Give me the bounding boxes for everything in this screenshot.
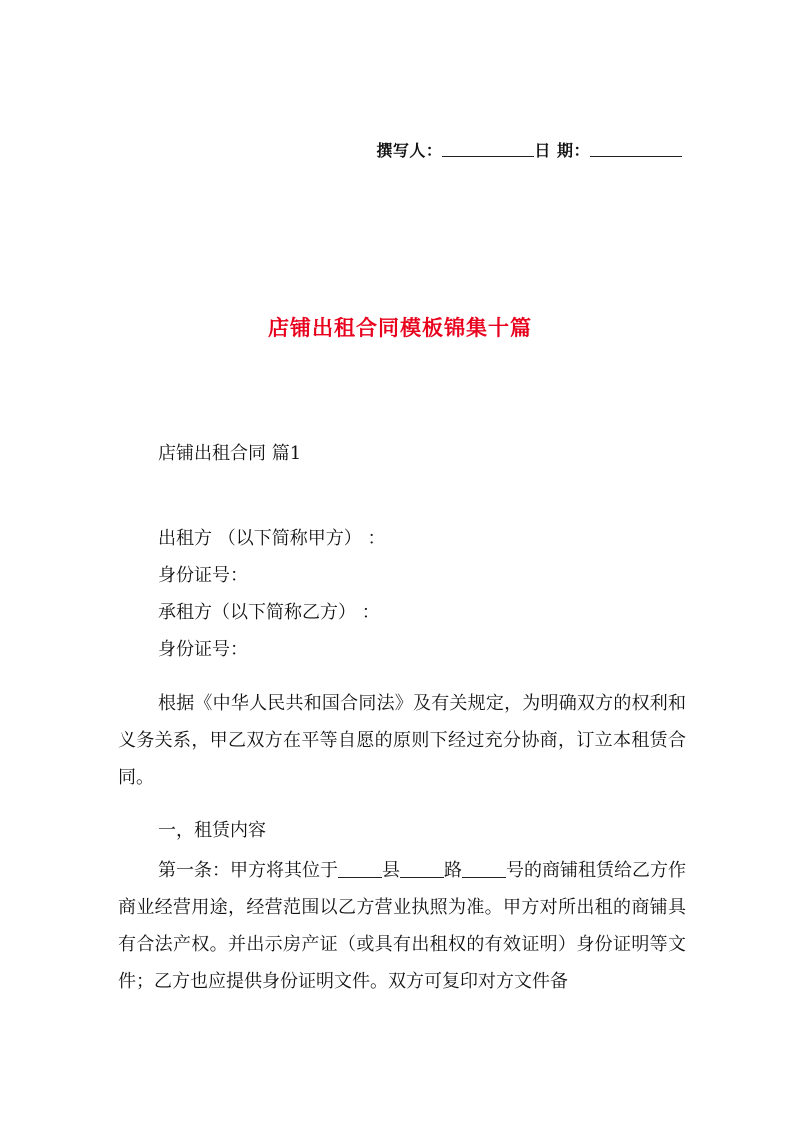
county-blank	[338, 861, 382, 878]
document-title: 店铺出租合同模板锦集十篇	[268, 315, 532, 340]
article-heading: 一，租赁内容	[158, 820, 266, 841]
lessee-id-line: 身份证号：	[158, 639, 248, 660]
article-one-part-d: 号的商铺租赁给乙方作商业经营用途，经营范围以乙方营业执照为准。甲方对所出租的商铺具有合法产权。并出示房产证（或具有出租权的有效证明）身份证明等文件；乙方也应提供身份证明文件。双方可复印对方文件备	[118, 860, 686, 992]
intro-section	[118, 685, 686, 796]
intro-paragraph: 根据《中华人民共和国合同法》及有关规定，为明确双方的权利和义务关系，甲乙双方在平等自愿的原则下经过充分协商，订立本租赁合同。	[118, 693, 686, 788]
lessor-id-line: 身份证号：	[158, 565, 248, 586]
author-label: 撰写人：	[376, 141, 443, 160]
author-date-line	[376, 138, 682, 161]
number-blank	[462, 861, 506, 878]
article-one-part-b: 县	[382, 860, 400, 881]
article-one-section	[118, 852, 686, 1000]
lessee-line: 承租方（以下简称乙方） ：	[158, 602, 380, 623]
road-blank	[400, 861, 444, 878]
article-one-paragraph	[118, 852, 686, 1000]
date-blank	[590, 142, 682, 157]
section-title: 店铺出租合同 篇1	[158, 443, 302, 464]
date-label: 日 期：	[534, 141, 590, 160]
parties-block	[118, 520, 686, 668]
author-blank	[442, 142, 534, 157]
article-one-part-a: 第一条：甲方将其位于	[158, 860, 338, 881]
lessor-line: 出租方 （以下简称甲方） ：	[158, 528, 386, 549]
article-one-part-c: 路	[444, 860, 462, 881]
